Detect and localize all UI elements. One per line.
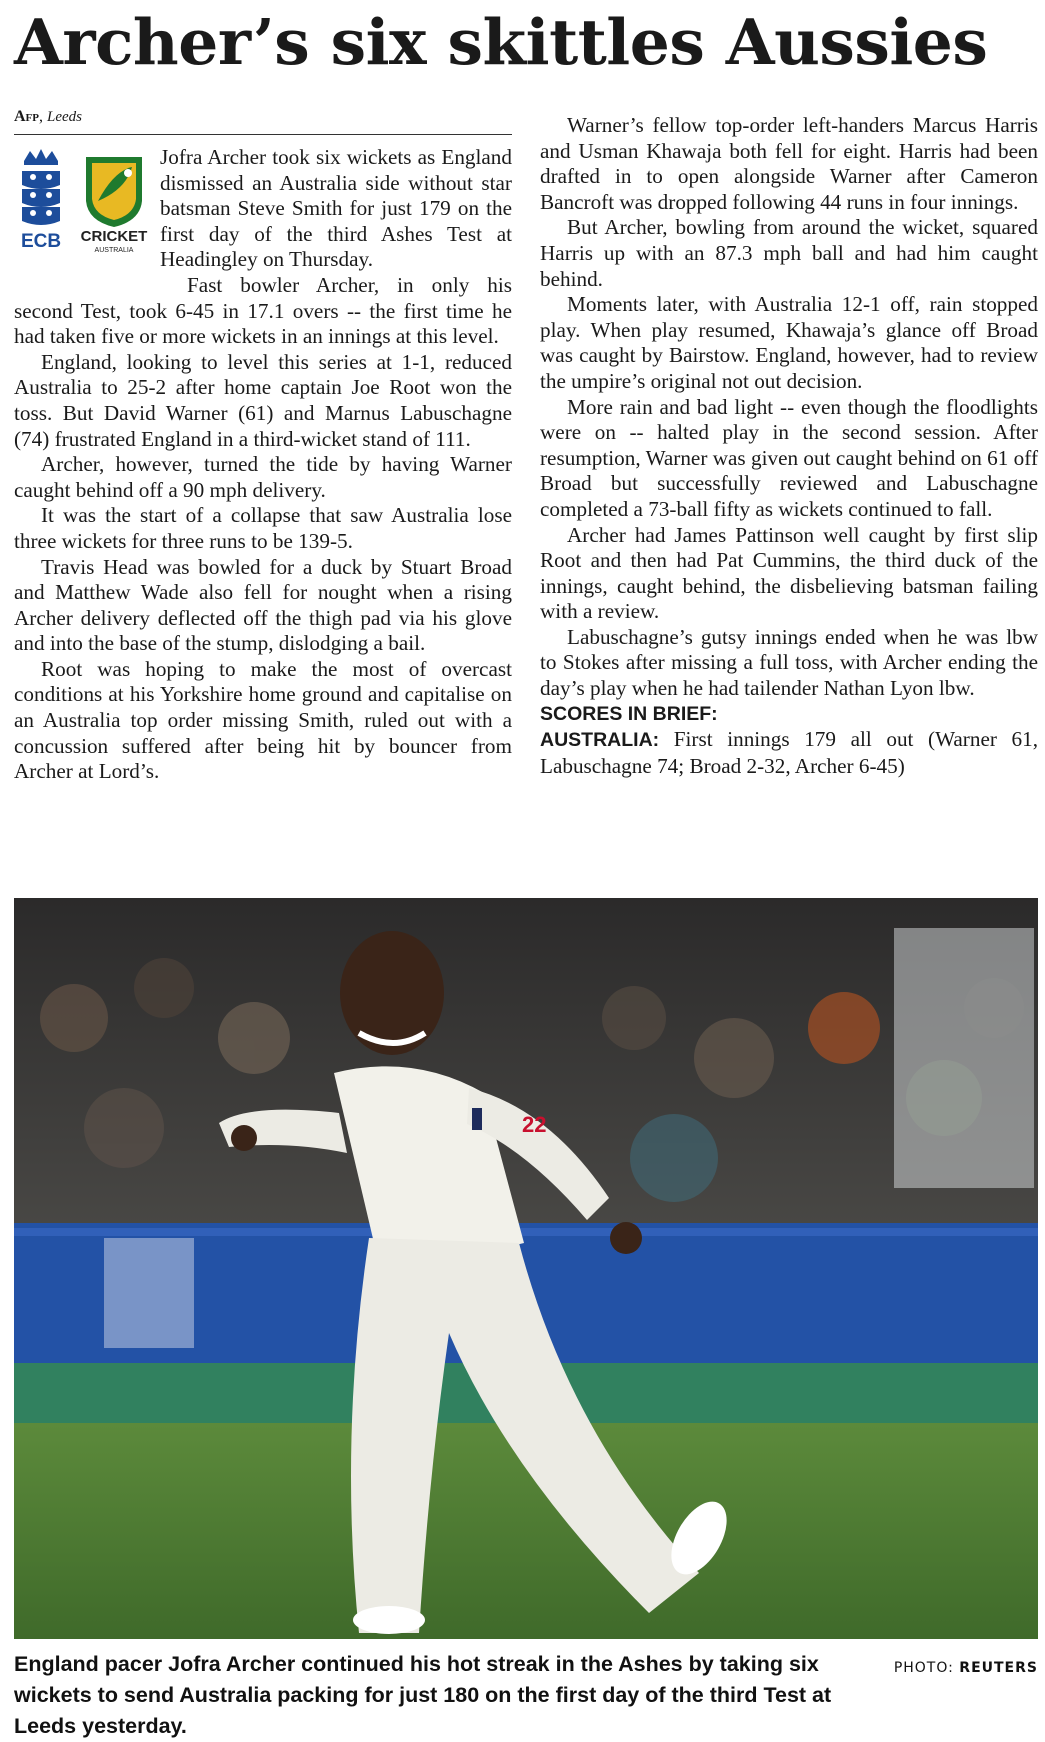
left-paragraph: Archer, however, turned the tide by having Warner caught behind off a 90 mph delivery. — [14, 452, 512, 502]
scores-line — [540, 727, 1038, 779]
ecb-logo-icon — [16, 147, 66, 257]
ecb-logo-text: ECB — [20, 231, 62, 252]
right-paragraph: Labuschagne’s gutsy innings ended when he was lbw to Stokes after missing a full toss, with Archer ending the day’s play when he had tailender Nathan Lyon lbw. — [540, 624, 1038, 701]
right-paragraph: Archer had James Pattinson well caught by first slip Root and then had Pat Cummins, the third duck of the innings, caught behind, the disbelieving batsman failing with a review. — [540, 522, 1038, 624]
photo-credit — [894, 1653, 1038, 1684]
byline-rule — [14, 134, 512, 135]
ca-logo-subtext: AUSTRALIA — [94, 247, 134, 254]
photo-credit-label: PHOTO: — [893, 1660, 954, 1676]
svg-text:22: 22 — [522, 1112, 547, 1137]
left-paragraph: Travis Head was bowled for a duck by Stuart Broad and Matthew Wade also fell for nought when a rising Archer delivery deflected off the thigh pad via his glove and into the base of the stump, dislodging a bail. — [14, 554, 512, 656]
byline-agency: Afp — [14, 108, 39, 125]
photo-credit-source: REUTERS — [959, 1660, 1038, 1676]
scores-detail: First innings 179 all out (Warner 61, Labuschagne 74; Broad 2-32, Archer 6-45) — [540, 727, 1038, 778]
right-column — [540, 113, 1038, 779]
headline: Archer’s six skittles Aussies — [14, 5, 988, 79]
right-paragraph: Warner’s fellow top-order left-handers Marcus Harris and Usman Khawaja both fell for eight. Harris had been drafted in to open alongside Warner after Cameron Bancroft was dropped following 44 runs in four innings. — [540, 113, 1038, 214]
left-paragraph: Jofra Archer took six wickets as England dismissed an Australia side without star batsman Steve Smith for just 179 on the first day of the third Ashes Test at Headingley on Thursday. — [160, 145, 512, 272]
caption-text: England pacer Jofra Archer continued his hot streak in the Ashes by taking six wickets to send Australia packing for just 180 on the first day of the third Test at Leeds yesterday. — [14, 1652, 832, 1738]
ca-logo-text: CRICKET — [80, 228, 148, 245]
right-paragraph: Moments later, with Australia 12-1 off, rain stopped play. When play resumed, Khawaja’s glance off Broad was caught by Bairstow. England, however, had to review the umpire’s original not out decision. — [540, 292, 1038, 393]
archer-celebration-photo — [14, 898, 1038, 1639]
team-logos — [14, 147, 152, 275]
left-paragraph: It was the start of a collapse that saw Australia lose three wickets for three runs to be 139-5. — [14, 503, 512, 553]
scores-heading: SCORES IN BRIEF: — [540, 702, 718, 725]
right-paragraph: But Archer, bowling from around the wicket, squared Harris up with an 87.3 mph ball and had him caught behind. — [540, 215, 1038, 291]
byline: Afp, Leeds — [14, 108, 82, 125]
byline-place: Leeds — [47, 109, 82, 125]
cricket-australia-logo-icon — [78, 153, 150, 257]
left-paragraph: Root was hoping to make the most of overcast conditions at his Yorkshire home ground and capitalise on an Australia top order missing Smith, ruled out with a concussion suffered after being hit by bouncer from Archer at Lord’s. — [14, 656, 512, 784]
left-paragraph: England, looking to level this series at 1-1, reduced Australia to 25-2 after home captain Joe Root won the toss. But David Warner (61) and Marnus Labuschagne (74) frustrated England in a third-wicket stand of 111. — [14, 349, 512, 451]
photo-caption — [14, 1649, 1038, 1742]
left-paragraph: Fast bowler Archer, in only his second Test, took 6-45 in 17.1 overs -- the first time he had taken five or more wickets in an innings at this level. — [14, 272, 512, 349]
left-column — [14, 106, 512, 785]
right-paragraph: More rain and bad light -- even though the floodlights were on -- halted play in the second session. After resumption, Warner was given out caught behind on 61 off Broad but successfully reviewed and Labuschagne completed a 73-ball fifty as wickets continued to fall. — [540, 394, 1038, 521]
scores-team: AUSTRALIA: — [540, 729, 660, 752]
